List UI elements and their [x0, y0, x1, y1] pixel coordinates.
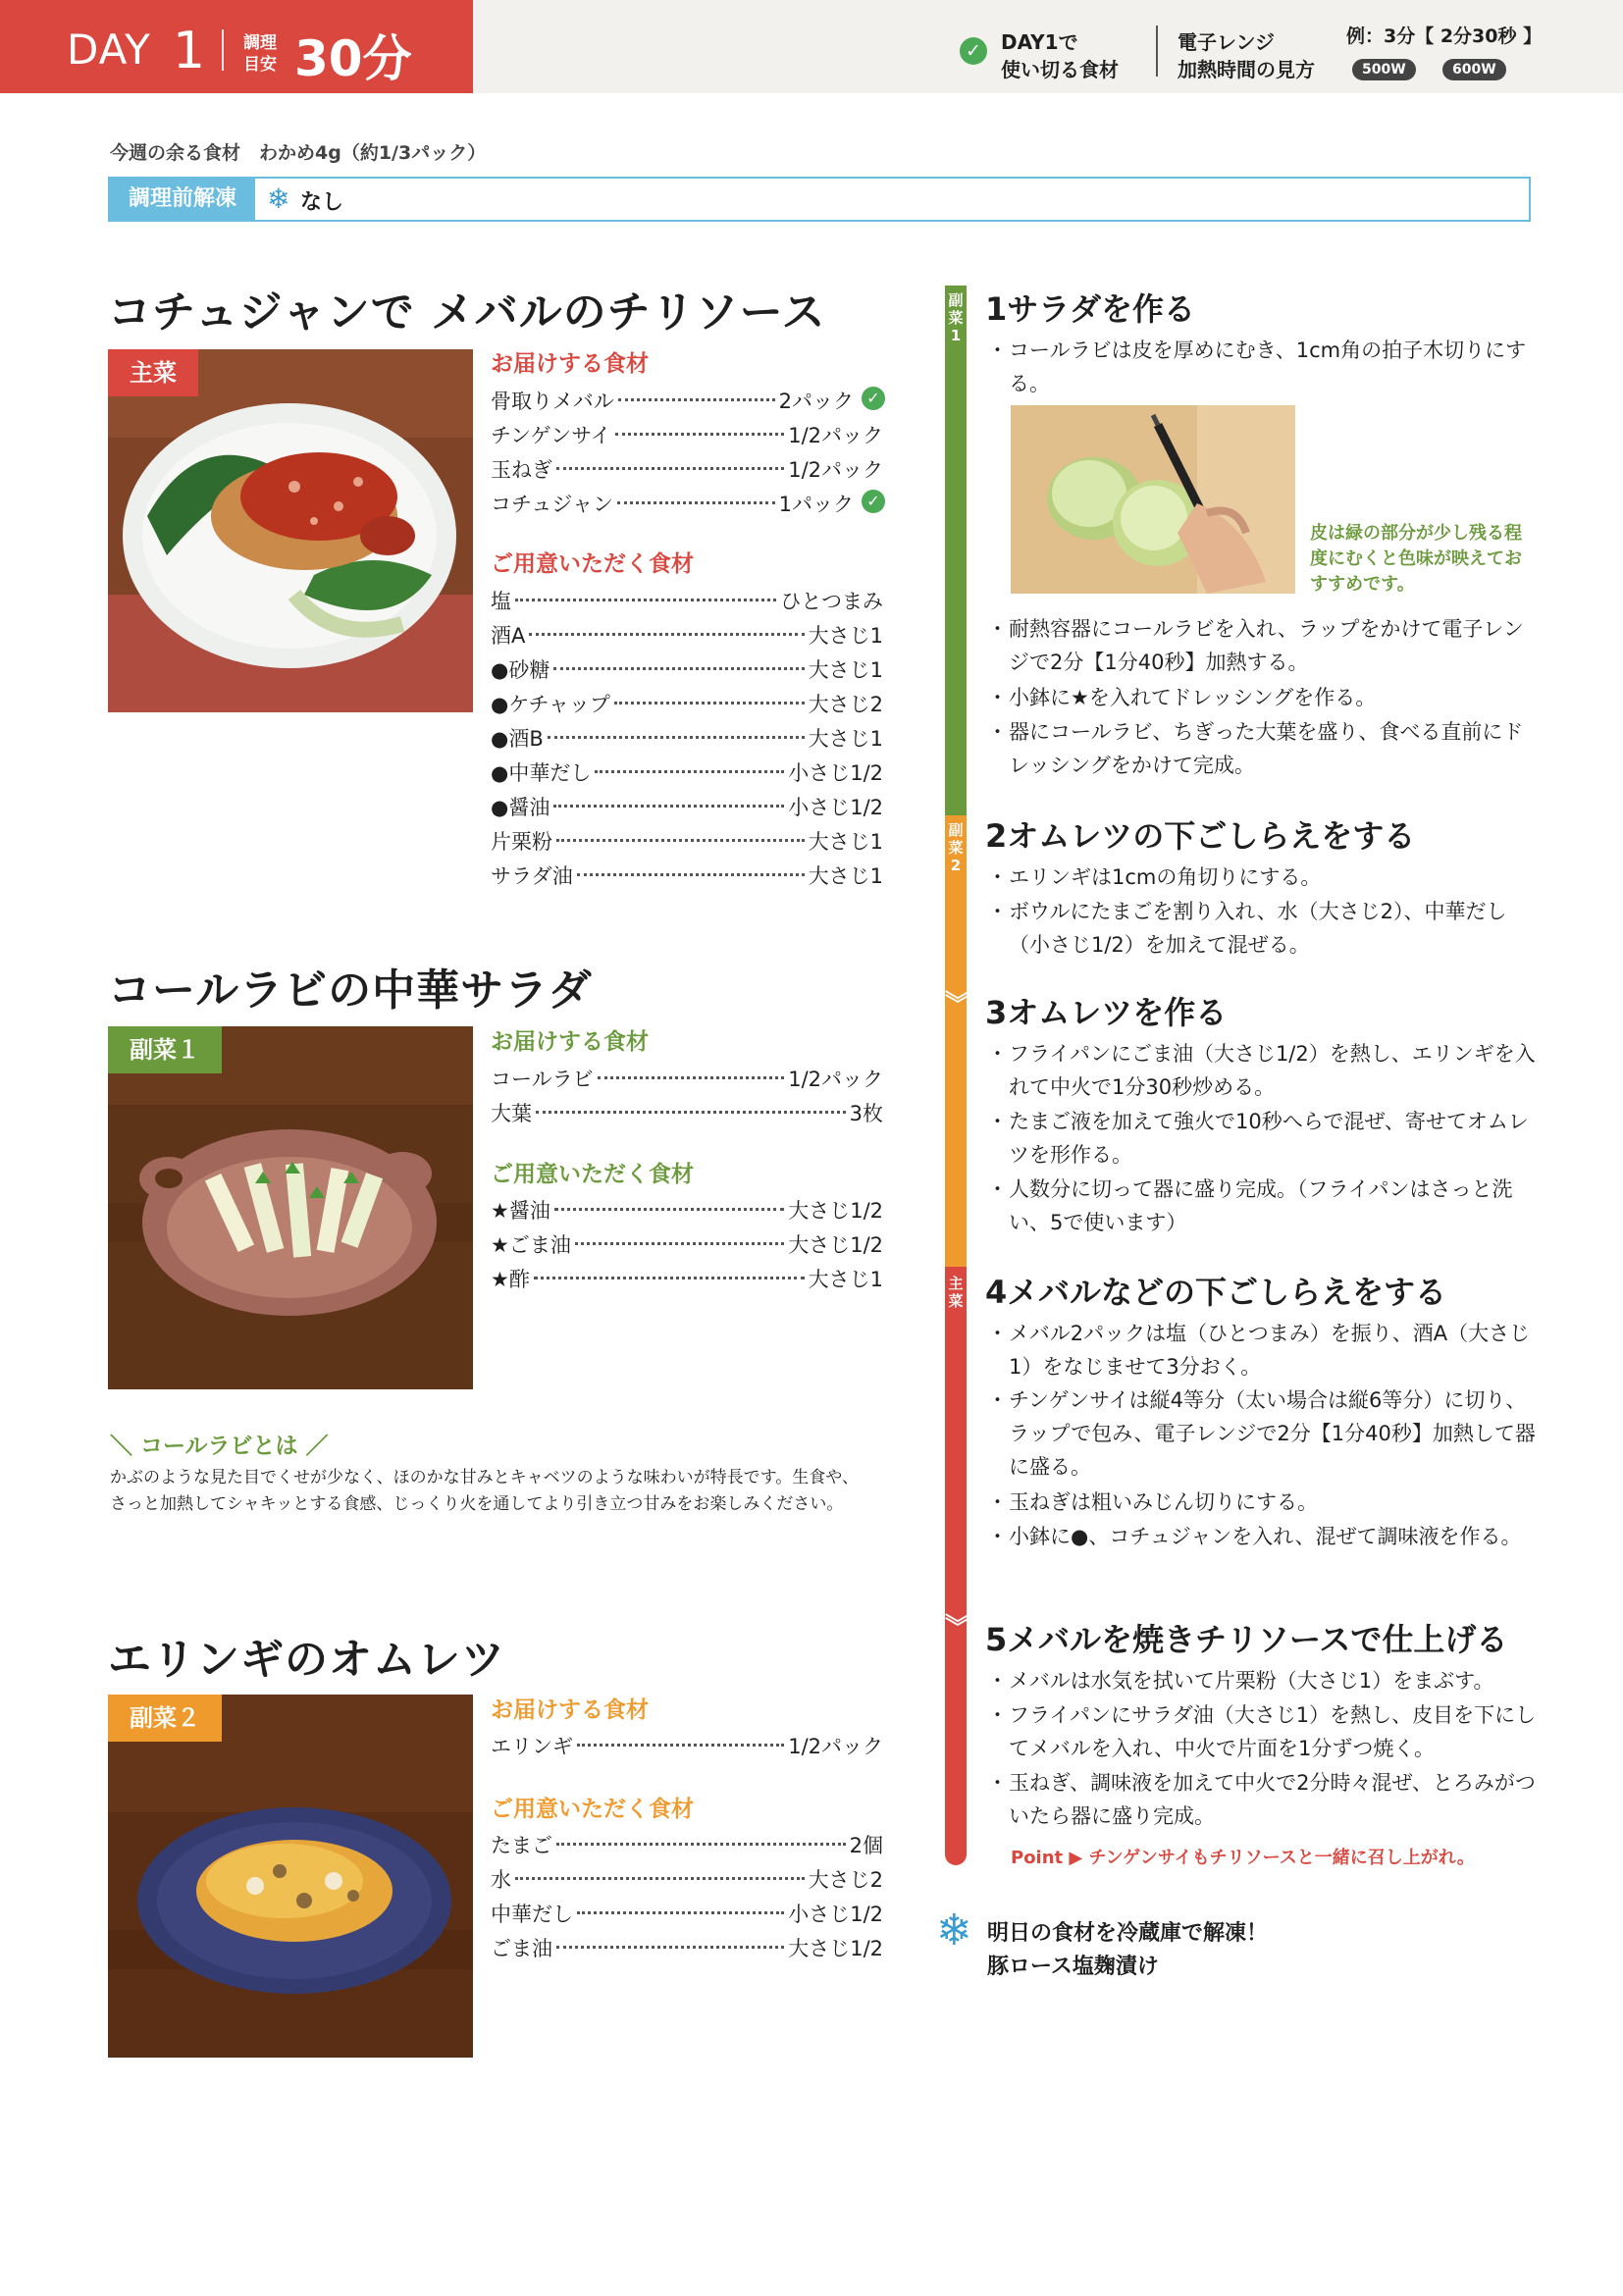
photo-caption: 皮は緑の部分が少し残る程度にむくと色味が映えておすすめです。 — [1310, 523, 1522, 595]
step-title — [985, 811, 1415, 857]
step-title-text: サラダを作る — [1007, 290, 1195, 328]
ingredient-row — [491, 792, 883, 821]
ingredient-row — [491, 1899, 883, 1928]
ingredient-name: ★酢 — [491, 1268, 530, 1291]
legend-microwave-2: 加熱時間の見方 — [1178, 58, 1315, 81]
bullet-dot: ・ — [987, 1042, 1008, 1066]
ingredient-name: 塩 — [491, 590, 511, 613]
divider — [222, 29, 224, 71]
step-title-text: メバルなどの下ごしらえをする — [1007, 1274, 1446, 1311]
prepared-heading: ご用意いただく食材 — [491, 1797, 694, 1822]
recipe-title: コチュジャンで メバルのチリソース — [108, 287, 826, 338]
kohlrabi-salad-photo — [108, 1026, 473, 1389]
ingredient-amount: 大さじ1 — [808, 1268, 883, 1291]
step-bullet-text: メバルは水気を拭いて片栗粉（大さじ1）をまぶす。 — [1009, 1669, 1494, 1693]
ingredient-amount: 小さじ1/2 — [788, 761, 883, 785]
recipe-title: コールラビの中華サラダ — [108, 965, 593, 1016]
ingredient-amount: 1/2パック — [788, 424, 883, 447]
snowflake-icon: ❄ — [936, 1905, 972, 1956]
step-bullet — [987, 1173, 1537, 1239]
bullet-dot: ・ — [987, 1110, 1008, 1133]
ingredient-row — [491, 620, 883, 650]
check-icon: ✓ — [862, 490, 885, 513]
ingredient-name: たまご — [491, 1834, 552, 1857]
step-title — [985, 1268, 1446, 1313]
ingredient-name: コチュジャン — [491, 493, 613, 516]
ingredient-amount: 大さじ1 — [808, 830, 883, 854]
step-title-text: メバルを焼きチリソースで仕上げる — [1007, 1621, 1508, 1658]
ingredient-amount: 大さじ1/2 — [788, 1937, 883, 1960]
leader-dots — [553, 805, 784, 808]
step-title-text: オムレツの下ごしらえをする — [1007, 817, 1416, 855]
leader-dots — [536, 1111, 846, 1114]
delivered-heading: お届けする食材 — [491, 1029, 649, 1055]
top-bar — [0, 0, 1623, 93]
legend-use-1: DAY1で — [1001, 30, 1078, 54]
legend-microwave-1: 電子レンジ — [1178, 30, 1275, 54]
ingredient-amount: 大さじ1/2 — [788, 1199, 883, 1223]
about-body: かぶのような見た目でくせが少なく、ほのかな甘みとキャベツのような味わいが特長です。生食や、さっと加熱してシャキッとする食感、じっくり火を通してより引き立つ甘みをお楽しみください。 — [110, 1468, 859, 1514]
recipe-photo-side2 — [108, 1695, 473, 2058]
leader-dots — [529, 633, 805, 636]
bullet-dot: ・ — [987, 865, 1008, 889]
bullet-dot: ・ — [987, 1771, 1008, 1795]
step-bullet — [987, 1037, 1537, 1104]
step-bullet-text: メバル2パックは塩（ひとつまみ）を振り、酒A（大さじ1）をなじませて3分おく。 — [1009, 1322, 1531, 1379]
ingredient-row — [491, 1864, 883, 1894]
bullet-dot: ・ — [987, 1322, 1008, 1345]
leader-dots — [577, 873, 805, 876]
legend-divider — [1156, 26, 1158, 77]
ingredient-amount: ひとつまみ — [780, 590, 883, 613]
bullet-dot: ・ — [987, 1525, 1008, 1548]
bullet-dot: ・ — [987, 1669, 1008, 1693]
leftover-ingredient: 今週の余る食材 わかめ4g（約1/3パック） — [110, 142, 487, 164]
ingredient-name: ●酒B — [491, 727, 544, 751]
leader-dots — [618, 398, 775, 401]
ingredient-amount: 大さじ1 — [808, 624, 883, 648]
bullet-dot: ・ — [987, 1703, 1008, 1727]
ingredient-name: ●醤油 — [491, 796, 550, 819]
delivered-heading: お届けする食材 — [491, 1697, 649, 1723]
leader-dots — [556, 467, 784, 470]
ingredient-name: 骨取りメバル — [491, 390, 614, 413]
snowflake-icon: ❄ — [267, 183, 290, 215]
step-bullet-text: 小鉢に★を入れてドレッシングを作る。 — [1009, 686, 1377, 709]
ingredient-name: 片栗粉 — [491, 830, 552, 854]
ingredient-amount: 大さじ2 — [808, 1868, 883, 1892]
ingredient-amount: 大さじ1 — [808, 658, 883, 682]
leader-dots — [548, 736, 805, 739]
step-bullet — [987, 681, 1537, 714]
ingredient-name: ごま油 — [491, 1937, 552, 1960]
leader-dots — [615, 433, 784, 436]
step-bullet-text: コールラビは皮を厚めにむき、1cm角の拍子木切りにする。 — [1009, 339, 1527, 395]
leader-dots — [617, 501, 775, 504]
timeline-side1 — [945, 286, 967, 815]
ingredient-row — [491, 1933, 883, 1962]
ingredient-amount: 2個 — [849, 1834, 883, 1857]
step-bullet — [987, 861, 1537, 894]
step-title-text: オムレツを作る — [1007, 994, 1228, 1031]
step-title — [985, 1615, 1507, 1660]
leader-dots — [598, 1076, 784, 1079]
step-bullet — [987, 1105, 1537, 1172]
leader-dots — [556, 1843, 846, 1846]
timeline-main — [945, 1267, 967, 1865]
ingredient-row — [491, 489, 883, 518]
ingredient-name: 中華だし — [491, 1903, 573, 1926]
step-bullet — [987, 1664, 1537, 1697]
leader-dots — [554, 1208, 784, 1211]
leader-dots — [575, 1242, 784, 1245]
ingredient-row — [491, 1064, 883, 1093]
ingredient-amount: 1パック — [778, 493, 854, 516]
leader-dots — [534, 1277, 805, 1279]
ingredient-name: 玉ねぎ — [491, 458, 552, 482]
day-number: 1 — [173, 22, 206, 80]
point-note: Point ▶ チンゲンサイもチリソースと一緒に召し上がれ。 — [1011, 1848, 1475, 1868]
ingredient-row — [491, 654, 883, 684]
leader-dots — [515, 1877, 805, 1880]
day-label: DAY — [67, 26, 151, 74]
bullet-dot: ・ — [987, 1490, 1008, 1514]
ingredient-row — [491, 420, 883, 449]
leader-dots — [614, 702, 805, 704]
ingredient-name: ●中華だし — [491, 761, 592, 785]
step-title — [985, 285, 1195, 330]
step-number: 4 — [985, 1274, 1008, 1311]
day-badge — [0, 0, 473, 93]
ingredient-row — [491, 861, 883, 890]
step-number: 1 — [985, 290, 1008, 328]
ingredient-row — [491, 1264, 883, 1293]
ingredient-name: ●砂糖 — [491, 658, 550, 682]
cooking-time: 30分 — [294, 30, 412, 87]
ingredient-amount: 小さじ1/2 — [788, 1903, 883, 1926]
step-bullet-text: チンゲンサイは縦4等分（太い場合は縦6等分）に切り、ラップで包み、電子レンジで2分【1分40秒】加熱して器に盛る。 — [1009, 1388, 1536, 1479]
ingredient-name: ★醤油 — [491, 1199, 550, 1223]
step-number: 3 — [985, 994, 1008, 1031]
step-bullet — [987, 1520, 1537, 1587]
thaw-label: 調理前解凍 — [110, 179, 255, 220]
ingredient-row — [491, 454, 883, 484]
recipe-photo-main — [108, 349, 473, 712]
ingredient-row — [491, 1195, 883, 1225]
check-icon: ✓ — [862, 387, 885, 410]
ingredient-name: チンゲンサイ — [491, 424, 611, 447]
bullet-dot: ・ — [987, 617, 1008, 641]
omelette-photo — [108, 1695, 473, 2058]
leader-dots — [577, 1911, 784, 1914]
step-bullet — [987, 1317, 1537, 1383]
timeline-side2 — [945, 815, 967, 1267]
step-bullet-text: 人数分に切って器に盛り完成。（フライパンはさっと洗い、5で使います） — [1009, 1177, 1513, 1234]
ingredient-amount: 1/2パック — [788, 1068, 883, 1091]
kohlrabi-peeling-photo — [1011, 405, 1295, 594]
ingredient-name: サラダ油 — [491, 864, 573, 888]
ingredient-row — [491, 723, 883, 753]
thaw-value: なし — [300, 190, 344, 215]
ingredient-amount: 大さじ1/2 — [788, 1233, 883, 1257]
tomorrow-item: 豚ロース塩麹漬け — [987, 1955, 1159, 1979]
ingredient-row — [491, 1098, 883, 1127]
watt-500-badge: 500W — [1352, 59, 1416, 80]
ingredient-amount: 大さじ2 — [808, 693, 883, 716]
ingredient-amount: 大さじ1 — [808, 864, 883, 888]
ingredient-name: エリンギ — [491, 1735, 573, 1758]
ingredient-name: ●ケチャップ — [491, 693, 610, 716]
prepared-heading: ご用意いただく食材 — [491, 551, 694, 577]
ingredient-row — [491, 757, 883, 787]
tomorrow-heading: 明日の食材を冷蔵庫で解凍！ — [987, 1921, 1269, 1946]
leader-dots — [515, 599, 776, 601]
bullet-dot: ・ — [987, 900, 1008, 923]
leader-dots — [556, 839, 805, 842]
legend-use-2: 使い切る食材 — [1001, 58, 1119, 81]
ingredient-row — [491, 586, 883, 615]
ingredient-amount: 1/2パック — [788, 1735, 883, 1758]
leader-dots — [553, 667, 805, 670]
step-bullet — [987, 715, 1537, 782]
check-icon: ✓ — [960, 37, 987, 65]
ingredient-row — [491, 386, 883, 415]
timeline-label-side1: 副菜1 — [948, 291, 964, 344]
step-title — [985, 988, 1227, 1033]
about-heading: ＼ コールラビとは ／ — [110, 1434, 329, 1459]
step-bullet — [987, 1766, 1537, 1833]
bullet-dot: ・ — [987, 1388, 1008, 1412]
delivered-heading: お届けする食材 — [491, 351, 649, 377]
recipe-tag: 副菜２ — [108, 1695, 222, 1742]
step-bullet — [987, 895, 1537, 962]
step-bullet — [987, 1486, 1537, 1519]
time-label-1: 調理 — [243, 33, 277, 53]
step-bullet — [987, 612, 1537, 679]
step-bullet-text: 小鉢に●、コチュジャンを入れ、混ぜて調味液を作る。 — [1009, 1525, 1522, 1548]
prepared-heading: ご用意いただく食材 — [491, 1162, 694, 1187]
leader-dots — [577, 1744, 784, 1747]
ingredient-name: 酒A — [491, 624, 526, 648]
ingredient-row — [491, 826, 883, 856]
leader-dots — [556, 1946, 784, 1949]
step-bullet — [987, 1698, 1537, 1765]
bullet-dot: ・ — [987, 686, 1008, 709]
recipe-tag: 主菜 — [108, 349, 198, 396]
step-number: 2 — [985, 817, 1008, 855]
leader-dots — [595, 770, 784, 773]
timeline-label-side2: 副菜2 — [948, 821, 964, 874]
watt-600-badge: 600W — [1442, 59, 1506, 80]
step-number: 5 — [985, 1621, 1008, 1658]
ingredient-row — [491, 1229, 883, 1259]
recipe-tag: 副菜１ — [108, 1026, 222, 1073]
step-bullet-text: ボウルにたまごを割り入れ、水（大さじ2）、中華だし（小さじ1/2）を加えて混ぜる。 — [1009, 900, 1507, 957]
chevron-down-icon: ︾ — [945, 990, 971, 1019]
recipe-title: エリンギのオムレツ — [108, 1635, 505, 1685]
recipe-photo-side1 — [108, 1026, 473, 1389]
step-bullet — [987, 334, 1537, 400]
ingredient-row — [491, 1830, 883, 1859]
ingredient-name: コールラビ — [491, 1068, 594, 1091]
ingredient-amount: 1/2パック — [788, 458, 883, 482]
thaw-box — [108, 177, 1531, 222]
step-bullet-text: 玉ねぎ、調味液を加えて中火で2分時々混ぜ、とろみがついたら器に盛り完成。 — [1009, 1771, 1536, 1828]
ingredient-amount: 2パック — [778, 390, 854, 413]
ingredient-name: 大葉 — [491, 1102, 532, 1125]
step-bullet-text: 玉ねぎは粗いみじん切りにする。 — [1009, 1490, 1318, 1514]
step-bullet-text: 耐熱容器にコールラビを入れ、ラップをかけて電子レンジで2分【1分40秒】加熱する。 — [1009, 617, 1524, 674]
bullet-dot: ・ — [987, 339, 1008, 362]
ingredient-amount: 3枚 — [849, 1102, 883, 1125]
ingredient-name: ★ごま油 — [491, 1233, 571, 1257]
ingredient-row — [491, 689, 883, 718]
ingredient-name: 水 — [491, 1868, 511, 1892]
bullet-dot: ・ — [987, 720, 1008, 744]
step-bullet-text: フライパンにごま油（大さじ1/2）を熱し、エリンギを入れて中火で1分30秒炒める。 — [1009, 1042, 1536, 1099]
step-bullet-text: 器にコールラビ、ちぎった大葉を盛り、食べる直前にドレッシングをかけて完成。 — [1009, 720, 1524, 777]
ingredient-amount: 大さじ1 — [808, 727, 883, 751]
step-bullet-text: たまご液を加えて強火で10秒へらで混ぜ、寄せてオムレツを形作る。 — [1009, 1110, 1529, 1167]
step-bullet — [987, 1383, 1537, 1484]
ingredient-row — [491, 1731, 883, 1760]
bullet-dot: ・ — [987, 1177, 1008, 1201]
chili-sauce-photo — [108, 349, 473, 712]
timeline-label-main: 主菜 — [948, 1275, 964, 1310]
step-bullet-text: エリンギは1cmの角切りにする。 — [1009, 865, 1322, 889]
time-label-2: 目安 — [243, 55, 277, 75]
chevron-down-icon: ︾ — [945, 1613, 971, 1643]
ingredient-amount: 小さじ1/2 — [788, 796, 883, 819]
step-bullet-text: フライパンにサラダ油（大さじ1）を熱し、皮目を下にしてメバルを入れ、中火で片面を1分ずつ焼く。 — [1009, 1703, 1537, 1760]
microwave-example: 例：3分【 2分30秒 】 — [1346, 26, 1543, 47]
